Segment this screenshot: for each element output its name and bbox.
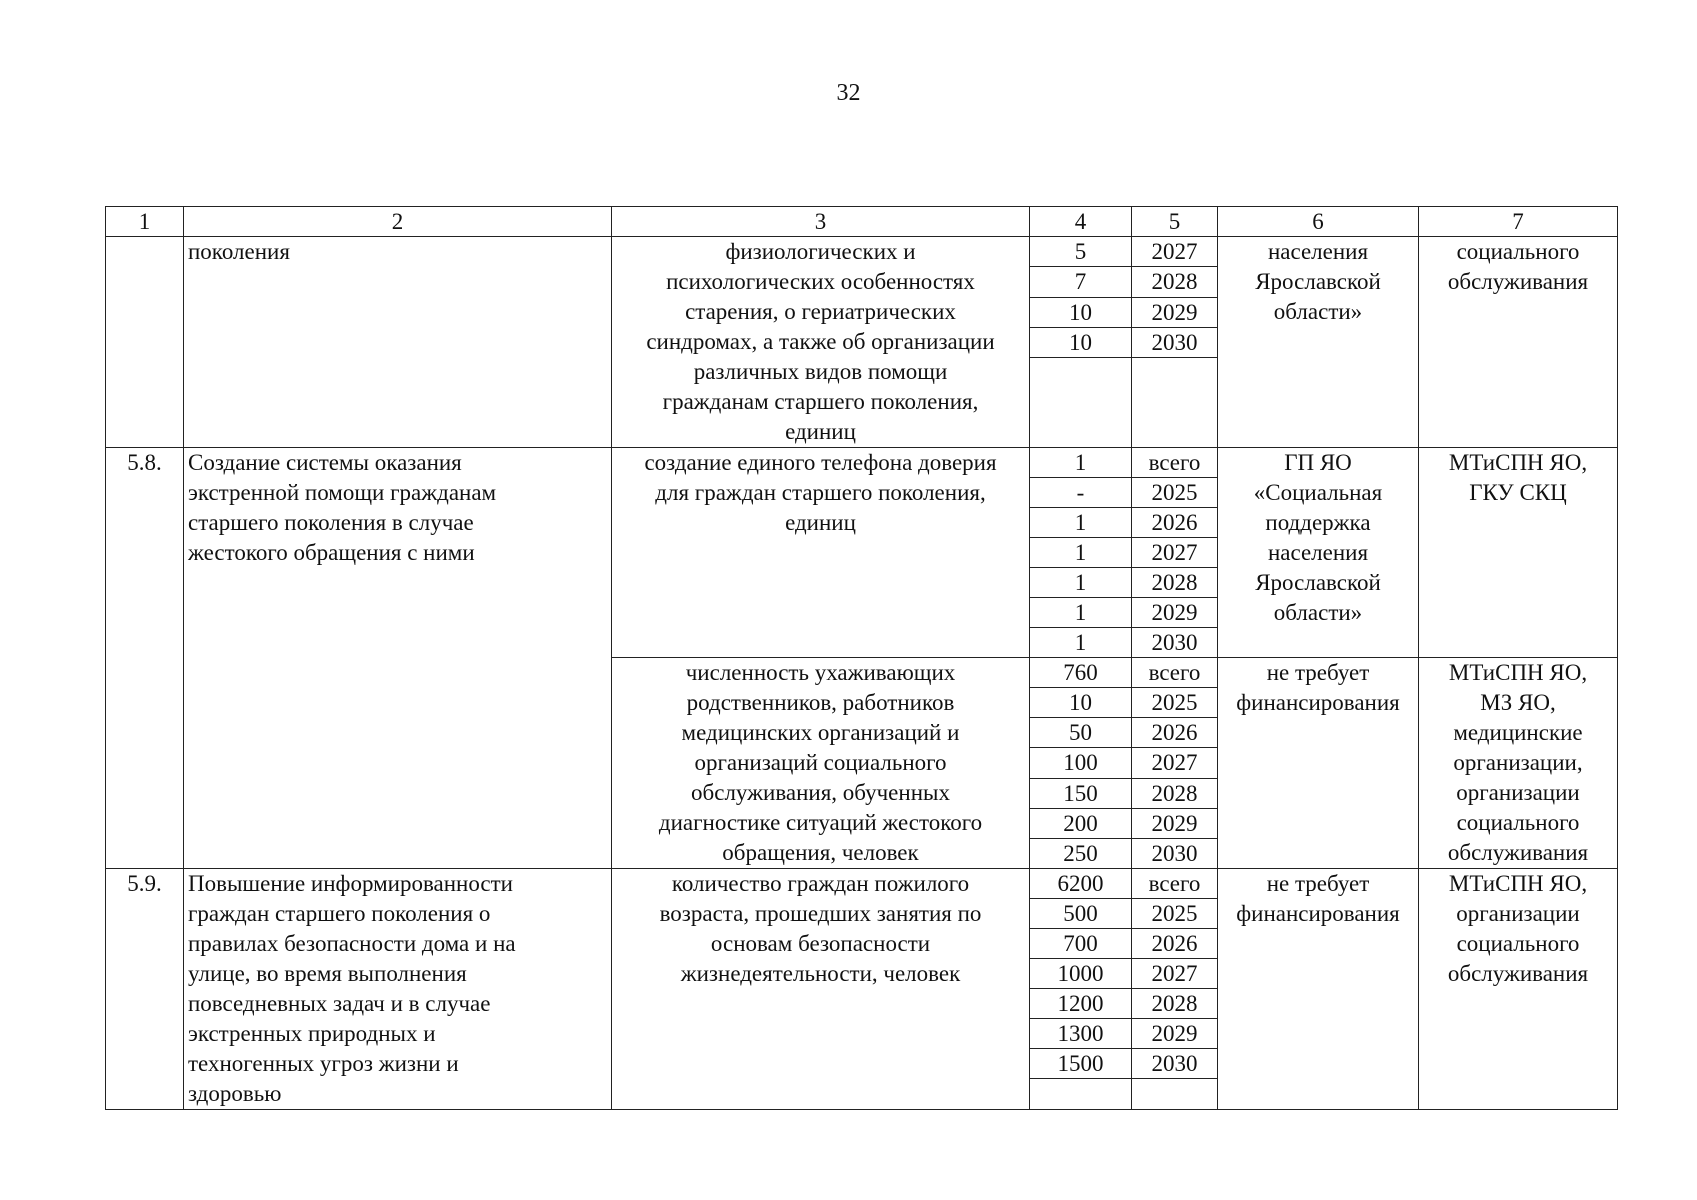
indicator-year: 2026 xyxy=(1132,929,1218,959)
indicator-year: 2030 xyxy=(1132,628,1218,658)
indicator-year: 2028 xyxy=(1132,989,1218,1019)
row-number: 5.8. xyxy=(106,448,184,869)
empty-year-cell xyxy=(1132,1079,1218,1110)
indicator-value: - xyxy=(1030,478,1132,508)
indicator-name: физиологических и психологических особенностях старения, о гериатрических синдромах, а также об организации различных видов помощи гражданам старшего поколения, единиц xyxy=(612,237,1030,448)
indicator-year: 2026 xyxy=(1132,718,1218,748)
empty-value-cell xyxy=(1030,358,1132,448)
activities-table xyxy=(105,206,1618,1110)
executors: социального обслуживания xyxy=(1419,237,1618,448)
activity-name: Создание системы оказания экстренной помощи гражданам старшего поколения в случае жестокого обращения с ними xyxy=(184,448,612,869)
indicator-year: 2029 xyxy=(1132,297,1218,327)
executors: МТиСПН ЯО, МЗ ЯО, медицинские организации, организации социального обслуживания xyxy=(1419,658,1618,869)
indicator-value: 150 xyxy=(1030,778,1132,808)
indicator-name: создание единого телефона доверия для граждан старшего поколения, единиц xyxy=(612,448,1030,658)
indicator-year: 2027 xyxy=(1132,959,1218,989)
indicator-value: 1 xyxy=(1030,508,1132,538)
indicator-year: 2027 xyxy=(1132,237,1218,267)
indicator-year: всего xyxy=(1132,869,1218,899)
page-number: 32 xyxy=(836,80,861,106)
indicator-year: 2029 xyxy=(1132,1019,1218,1049)
indicator-year: всего xyxy=(1132,658,1218,688)
column-number-1: 1 xyxy=(106,207,184,237)
empty-value-cell xyxy=(1030,1079,1132,1110)
column-number-5: 5 xyxy=(1132,207,1218,237)
indicator-year: 2028 xyxy=(1132,778,1218,808)
indicator-value: 1 xyxy=(1030,568,1132,598)
indicator-value: 10 xyxy=(1030,688,1132,718)
indicator-year: 2026 xyxy=(1132,508,1218,538)
indicator-year: 2028 xyxy=(1132,568,1218,598)
indicator-year: 2027 xyxy=(1132,538,1218,568)
indicator-value: 5 xyxy=(1030,237,1132,267)
activity-name: поколения xyxy=(184,237,612,448)
indicator-value: 760 xyxy=(1030,658,1132,688)
program-name: населения Ярославской области» xyxy=(1218,237,1419,448)
indicator-value: 1 xyxy=(1030,598,1132,628)
column-number-2: 2 xyxy=(184,207,612,237)
indicator-year: 2028 xyxy=(1132,267,1218,297)
indicator-value: 1000 xyxy=(1030,959,1132,989)
indicator-value: 50 xyxy=(1030,718,1132,748)
indicator-year: 2030 xyxy=(1132,327,1218,357)
indicator-year: 2030 xyxy=(1132,1049,1218,1079)
indicator-year: 2030 xyxy=(1132,838,1218,868)
program-name: не требует финансирования xyxy=(1218,658,1419,869)
indicator-value: 200 xyxy=(1030,808,1132,838)
indicator-value: 100 xyxy=(1030,748,1132,778)
table-row xyxy=(106,869,1618,899)
indicator-value: 7 xyxy=(1030,267,1132,297)
row-number: 5.9. xyxy=(106,869,184,1110)
row-number-cell xyxy=(106,237,184,448)
indicator-year: всего xyxy=(1132,448,1218,478)
indicator-year: 2029 xyxy=(1132,808,1218,838)
column-number-7: 7 xyxy=(1419,207,1618,237)
column-number-4: 4 xyxy=(1030,207,1132,237)
indicator-value: 700 xyxy=(1030,929,1132,959)
executors: МТиСПН ЯО, ГКУ СКЦ xyxy=(1419,448,1618,658)
indicator-value: 1 xyxy=(1030,538,1132,568)
empty-year-cell xyxy=(1132,358,1218,448)
indicator-value: 500 xyxy=(1030,899,1132,929)
table-row xyxy=(106,448,1618,478)
indicator-value: 1500 xyxy=(1030,1049,1132,1079)
executors: МТиСПН ЯО, организации социального обслуживания xyxy=(1419,869,1618,1110)
indicator-year: 2027 xyxy=(1132,748,1218,778)
program-name: не требует финансирования xyxy=(1218,869,1419,1110)
indicator-value: 10 xyxy=(1030,327,1132,357)
header-row xyxy=(106,207,1618,237)
activity-name: Повышение информированности граждан старшего поколения о правилах безопасности дома и на улице, во время выполнения повседневных задач и в случае экстренных природных и техногенных угроз жизни и здоровью xyxy=(184,869,612,1110)
indicator-value: 6200 xyxy=(1030,869,1132,899)
table-row xyxy=(106,237,1618,267)
indicator-value: 1200 xyxy=(1030,989,1132,1019)
indicator-value: 10 xyxy=(1030,297,1132,327)
indicator-value: 1300 xyxy=(1030,1019,1132,1049)
indicator-year: 2025 xyxy=(1132,478,1218,508)
column-number-6: 6 xyxy=(1218,207,1419,237)
indicator-year: 2029 xyxy=(1132,598,1218,628)
indicator-year: 2025 xyxy=(1132,899,1218,929)
column-number-3: 3 xyxy=(612,207,1030,237)
indicator-name: количество граждан пожилого возраста, прошедших занятия по основам безопасности жизнедеятельности, человек xyxy=(612,869,1030,1110)
indicator-year: 2025 xyxy=(1132,688,1218,718)
indicator-value: 1 xyxy=(1030,448,1132,478)
program-name: ГП ЯО «Социальная поддержка населения Ярославской области» xyxy=(1218,448,1419,658)
indicator-value: 250 xyxy=(1030,838,1132,868)
indicator-value: 1 xyxy=(1030,628,1132,658)
indicator-name: численность ухаживающих родственников, работников медицинских организаций и организаций социального обслуживания, обученных диагностике ситуаций жестокого обращения, человек xyxy=(612,658,1030,869)
